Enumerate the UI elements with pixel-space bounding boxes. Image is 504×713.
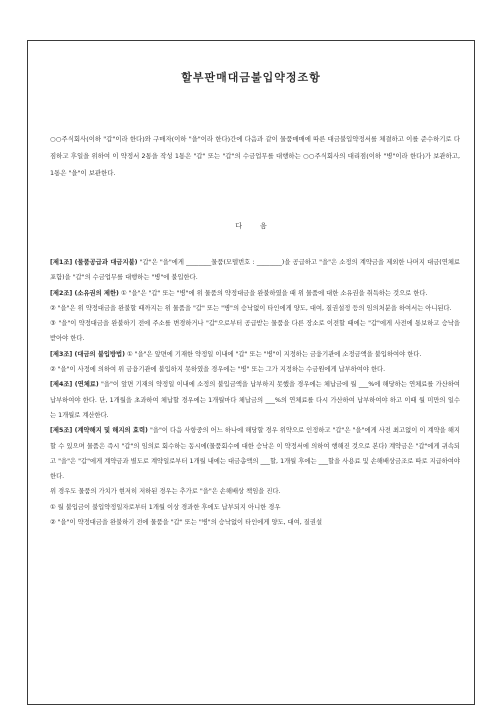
article-text: "을"이 앞면 기재의 약정일 이내에 소정의 불입금액을 납부하지 못했을 경우에는 체납금에 월 ___%에 해당하는 연체료를 가산하여 납부하여야 한다. 단, 1개월을 초과하여 체납할 경우에는 1개월마다 체납금의 ___%의 연체료를 다시 가산하여 납부하여야 하고 이때 월 미만의 일수는 1개월로 계산한다. <box>50 381 461 419</box>
article-text: "을"이 다음 사항중의 어느 하나에 해당할 경우 위약으로 인정하고 "갑"은 "을"에게 사전 최고없이 이 계약을 해지할 수 있으며 물품은 즉시 "갑"의 임의로 회수하는 동시에(물품회수에 대한 승낙은 이 약정서에 의하여 행해진 것으로 본다) 계약금은 "갑"에게 귀속되고 "을"은 "갑"에게 계약금과 별도로 계약일로부터 1개월 내에는 대금총액의 ___할, 1개월 후에는 ___할을 사용료 및 손해배상금조로 따로 지급하여야 한다. <box>50 427 461 481</box>
article-text: ② "을"은 위 약정대금을 완불할 때까지는 위 물품을 "갑" 또는 "병"의 승낙없이 타인에게 양도, 대여, 질권설정 등의 임의처분을 하여서는 아니된다. <box>50 304 452 312</box>
article-text: ② "을"이 사정에 의하여 위 금융기관에 불입하지 못하였을 경우에는 "병" 또는 그가 지정하는 수금원에게 납부하여야 한다. <box>50 366 386 374</box>
article-paragraph <box>50 316 460 347</box>
article-paragraph <box>50 423 460 484</box>
article-paragraph <box>50 500 460 515</box>
article-text: "갑"은 "을"에게 ________물품(모델번호 : ________)을 공급하고 "을"은 소정의 계약금을 제외한 나머지 대금(연체료 포함)을 "갑"의 수금업무를 대행하는 "병"에 불입한다. <box>50 259 460 282</box>
article-text: 위 경우도 물품의 가치가 현저히 저하된 경우는 추가로 "을"은 손해배상 책임을 진다. <box>50 488 281 496</box>
intro-paragraph: ○○주식회사(이하 "갑"이라 한다)와 구매자(이하 "을"이라 한다)간에 다음과 같이 물품매매에 따른 대금불입약정서를 체결하고 이를 준수하기로 다짐하고 후일을 위하여 이 약정서 2통을 작성 1통은 "갑" 또는 "갑"의 수금업무를 대행하는 ○○주식회사의 대리점(이하 "병"이라 한다)가 보관하고, 1통은 "을"이 보관한다. <box>50 135 460 177</box>
article-text: ① 월 불입금이 불입약정일자로부터 1개월 이상 경과한 후에도 납부되지 아니한 경우 <box>50 503 281 511</box>
article-paragraph <box>50 301 460 316</box>
article-paragraph <box>50 484 460 499</box>
article-text: ② "을"이 약정대금을 완불하기 전에 물품을 "갑" 또는 "병"의 승낙없이 타인에게 양도, 대여, 질권설 <box>50 519 323 527</box>
article-text: ③ "을"이 약정대금을 완불하기 전에 주소를 변경하거나 "갑"으로부터 공급받는 물품을 다른 장소로 이전할 때에는 "갑"에게 사전에 통보하고 승낙을 받아야 한다. <box>50 320 460 343</box>
article-label: [제3조] (대금의 불입방법) <box>50 350 126 358</box>
articles-list <box>50 255 460 530</box>
document-title: 할부판매대금불입약정조항 <box>181 71 321 84</box>
article-text: ① "을"은 "갑" 또는 "병"에 위 물품의 약정대금을 완불하였을 때 위 물품에 대한 소유권을 취득하는 것으로 한다. <box>118 289 428 297</box>
article-label: [제5조] (계약해지 및 해지의 효력) <box>50 427 148 435</box>
article-paragraph <box>50 515 460 530</box>
document-frame <box>27 40 475 705</box>
section-heading: 다음 <box>235 222 285 230</box>
article-paragraph <box>50 377 460 423</box>
article-label: [제4조] (연체료) <box>50 381 99 389</box>
article-label: [제2조] (소유권의 제한) <box>50 289 119 297</box>
article-label: [제1조] (물품공급과 대금지불) <box>50 259 138 266</box>
article-paragraph <box>50 347 460 362</box>
article-paragraph <box>50 286 460 301</box>
article-paragraph <box>50 255 460 286</box>
article-paragraph <box>50 362 460 377</box>
article-text: ① "을"은 앞면에 기재한 약정일 이내에 "갑" 또는 "병"이 지정하는 금융기관에 소정금액을 불입하여야 한다. <box>125 350 422 358</box>
